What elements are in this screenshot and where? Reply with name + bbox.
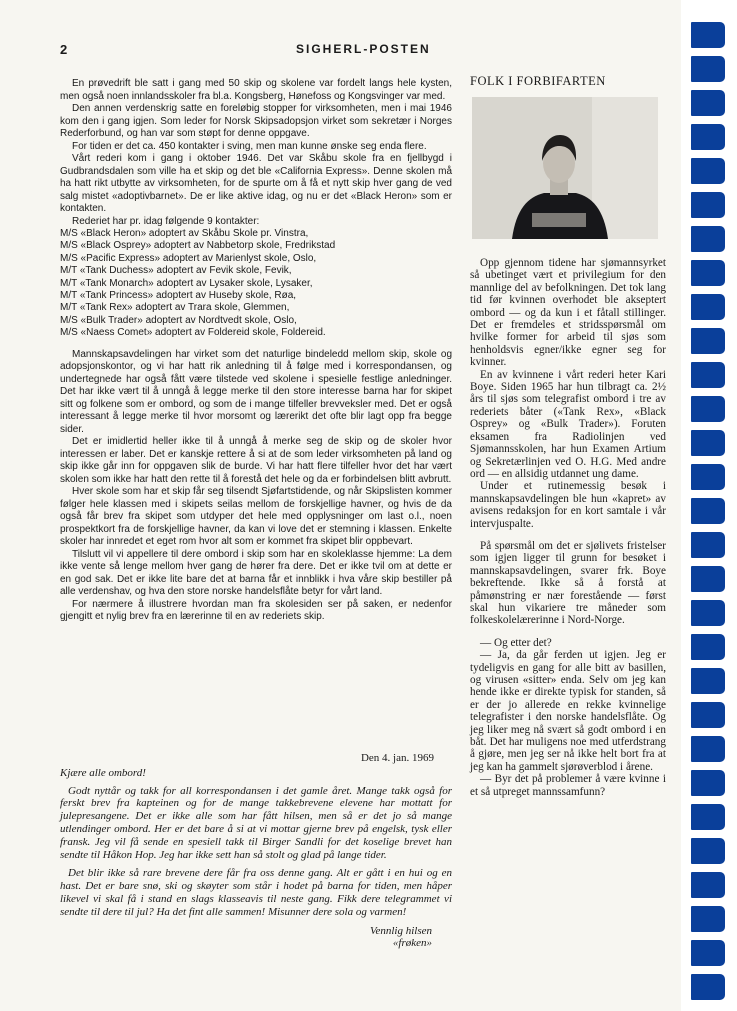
binding-ring xyxy=(691,124,725,150)
masthead: SIGHERL-POSTEN xyxy=(296,42,431,56)
binding-ring xyxy=(691,90,725,116)
binding-ring xyxy=(691,328,725,354)
binding-ring xyxy=(691,906,725,932)
interview-paragraph: Under et rutinemessig besøk i mannskapsavdelingen ble hun «kapret» av avisens redaksjon for en kort samtale i vår intervjuspalte. xyxy=(470,480,666,530)
binding-ring xyxy=(691,600,725,626)
binding-ring xyxy=(691,872,725,898)
ship-list-item: M/T «Tank Princess» adoptert av Huseby skole, Røa, xyxy=(60,290,297,302)
ship-list-item: M/S «Naess Comet» adoptert av Foldereid skole, Foldereid. xyxy=(60,327,326,339)
body-paragraph: Mannskapsavdelingen har virket som det naturlige bindeledd mellom skip, skole og adopsjonskontor, og vi har hatt rik anledning til å følge med i korrespondansen, og undertegnede har også fått være tilstede ved skolene i spesielle festlige anledninger. Det har ikke vært til å unngå å legge merke til den store interesse barna har for skipet sitt og folkene som er ombord, og som de i mange tilfeller brevveksler med. Det er også interessant å legge merke til hvor morsomt og lærerikt det ofte blir lagt opp fra begge sider. xyxy=(60,348,452,435)
intro-paragraph: En prøvedrift ble satt i gang med 50 skip og skolene var fordelt langs hele kysten, men også noen innlandsskoler fra bl.a. Kongsberg, Hønefoss og Kongsvinger var med. xyxy=(60,78,452,102)
ship-list-item: M/S «Black Osprey» adoptert av Nabbetorp skole, Fredrikstad xyxy=(60,240,336,252)
binding-ring xyxy=(691,702,725,728)
interview-paragraph: Opp gjennom tidene har sjømannsyrket så ubetinget vært et privilegium for den mannlige del av befolkningen. Det tok lang tid før kvinnen overhodet ble akseptert ombord — og da kun i et fåtall stillinger. Det er fremdeles et stridsspørsmål om hvilke former for arbeid til sjøs som henholdsvis egner/ikke egner seg for kvinner. xyxy=(470,257,666,369)
intro-paragraph: For tiden er det ca. 450 kontakter i sving, men man kunne ønske seg enda flere. xyxy=(72,140,427,152)
body-paragraph: For nærmere å illustrere hvordan man fra skolesiden ser på saken, er nedenfor gjengitt et nylig brev fra en lærerinne til en av rederiets skip. xyxy=(60,598,452,623)
binding-ring xyxy=(691,294,725,320)
binding-ring xyxy=(691,634,725,660)
binding-ring xyxy=(691,158,725,184)
binding-ring xyxy=(691,668,725,694)
letter-salutation: Kjære alle ombord! xyxy=(60,766,146,779)
binding-ring xyxy=(691,464,725,490)
right-column xyxy=(470,74,666,798)
binding-ring xyxy=(691,56,725,82)
intro-paragraph: Rederiet har pr. idag følgende 9 kontakter: xyxy=(72,215,260,227)
letter-date: Den 4. jan. 1969 xyxy=(360,752,434,764)
letter-signature: «frøken» xyxy=(392,937,432,950)
ship-list-item: M/T «Tank Monarch» adoptert av Lysaker skole, Lysaker, xyxy=(60,277,313,289)
binding-ring xyxy=(691,838,725,864)
binding-ring xyxy=(691,226,725,252)
ship-list-item: M/S «Pacific Express» adoptert av Marienlyst skole, Oslo, xyxy=(60,252,317,264)
ship-list-item: M/T «Tank Rex» adoptert av Trara skole, Glemmen, xyxy=(60,302,290,314)
spiral-binding xyxy=(681,0,737,1011)
interview-paragraph: — Ja, da går ferden ut igjen. Jeg er tydeligvis en gang for alle bitt av basillen, og virusen «sitter» enda. Selv om jeg kan hende ikke er direkte typisk for standen, så er der jo allerede en rekke kvinnelige telegrafister i den norske handelsflåte. Og jeg liker meg nå svært så godt ombord i en båt. Det har muligens noe med utferdstrang å gjøre, men jeg ser nå ikke helt bort fra at jeg kan ha gammelt sjørøverblod i årene. xyxy=(470,649,666,773)
body-paragraph: Hver skole som har et skip får seg tilsendt Sjøfartstidende, og når Skipslisten kommer følger hele klassen med i skipets seilas mellom de forskjellige havner, og hvis de da også får brev fra skipet som utdyper det hele med opplysninger om last o.l., noen prospektkort fra de forskjellige havner, da kan vi love det er stemning i klassen. Enkelte skoler har innredet et eget rom hvor alt som er kommet fra skipet blir oppbevart. xyxy=(60,486,452,548)
ship-list-item: M/S «Bulk Trader» adoptert av Nordtvedt skole, Oslo, xyxy=(60,314,297,326)
binding-ring xyxy=(691,566,725,592)
binding-ring xyxy=(691,430,725,456)
interview-text xyxy=(470,257,666,798)
binding-ring xyxy=(691,396,725,422)
binding-ring xyxy=(691,804,725,830)
page-number: 2 xyxy=(60,42,68,57)
binding-ring xyxy=(691,940,725,966)
binding-ring xyxy=(691,260,725,286)
letter-closing: Vennlig hilsen xyxy=(369,924,432,937)
letter-paragraph: Godt nyttår og takk for all korrespondansen i det gamle året. Mange takk også for ferskt brev fra kapteinen og for de mange takkebrevene elevene har mottatt for julepresangene. Det er ikke alle som har fått hilsen, men så er det jo så mange utlendinger ombord. Her er det bare å si at vi mottar gjerne brev på engelsk, tysk eller fransk. Jeg vil få sende en spesiell takk til Birger Sandli for det koselige brevet han sendte til Håkon Hop. Jeg har ikke sett han så stolt og glad på lange tider. xyxy=(60,784,452,861)
binding-ring xyxy=(691,770,725,796)
ship-list-item: M/T «Tank Duchess» adoptert av Fevik skole, Fevik, xyxy=(60,265,292,277)
interview-paragraph: — Og etter det? xyxy=(480,636,552,649)
letter-paragraph: Det blir ikke så rare brevene dere får fra oss denne gang. Alt er gått i en hui og en hast. Det er bare snø, ski og skøyter som står i hodet på barna for tiden, men håper likevel vi skal få i stand en slags klasseavis til neste gang. Fikk dere telegrammet vi sendte til dere til jul? Ha det fint alle sammen! Misunner dere sola og varmen! xyxy=(60,867,452,918)
portrait-photo xyxy=(472,97,658,239)
interview-paragraph: — Byr det på problemer å være kvinne i et så utpreget mannssamfunn? xyxy=(470,773,666,798)
body-paragraph: Det er imidlertid heller ikke til å unngå å merke seg de skip og de skoler hvor interessen er laber. Det er kanskje rettere å si at de som leder virksomheten på land og skip ikke går inn for oppgaven slik de burde. Vi har hatt flere tilfeller hvor det har vært skolen som ikke har hatt den rette til å forestå det hele og da er forbindelsen blitt avbrutt. xyxy=(60,436,452,485)
interview-paragraph: På spørsmål om det er sjølivets fristelser som igjen ligger til grunn for besøket i mannskapsavdelingen, svarer frk. Boye bekreftende. Ikke så å forstå at påmønstring er nær forestående — først skal hun vikariere tre måneder som folkeskolelærerinne i Nord-Norge. xyxy=(470,539,666,627)
binding-ring xyxy=(691,974,725,1000)
portrait-photo-image xyxy=(472,97,658,239)
intro-paragraph: Vårt rederi kom i gang i oktober 1946. Det var Skåbu skole fra en fjellbygd i Gudbrandsdalen som ville ha et skip og det ble «California Express». Denne skolen må ha hatt rikt utbytte av virksomheten, for de spurte om å få et nytt skip hver gang de ved salg mistet «adoptivbarnet». De er like aktive idag, og nu er det «Black Heron» som er kontakten. xyxy=(60,153,452,214)
ship-list xyxy=(60,228,452,340)
binding-ring xyxy=(691,532,725,558)
left-column xyxy=(60,78,452,624)
column-title: FOLK I FORBIFARTEN xyxy=(470,74,606,88)
binding-ring xyxy=(691,22,725,48)
interview-paragraph: En av kvinnene i vårt rederi heter Kari Boye. Siden 1965 har hun tilbragt ca. 2½ års til sjøs som telegrafist ombord i tre av rederiets båter («Tank Rex», «Black Osprey» og «Bulk Trader»). Foruten eksamen fra Radiolinjen ved Sjømannsskolen, har hun Examen Artium og Sekretærlinjen ved O. H.G. Med andre ord — en allsidig utdannet ung dame. xyxy=(470,368,666,480)
intro-paragraph: Den annen verdenskrig satte en foreløbig stopper for virksomheten, men i mai 1946 kom den i gang igjen. Som leder for Norsk Skipsadopsjon virket som sekretær i Norges Rederforbund, og han var som støpt for denne oppgave. xyxy=(60,103,452,139)
binding-ring xyxy=(691,192,725,218)
binding-ring xyxy=(691,362,725,388)
body-paragraph: Tilslutt vil vi appellere til dere ombord i skip som har en skoleklasse hjemme: La dem ikke vente så lenge mellom hver gang de hører fra dere. Det er ikke tvil om at dette er en god sak. Det er ikke lite bare det at barna får et innblikk i hva våre skip bestiller på alle verdenshav, og hva den store norske handelsflåte betyr for vårt land. xyxy=(60,548,452,598)
ship-list-item: M/S «Black Heron» adoptert av Skåbu Skole pr. Vinstra, xyxy=(60,228,309,239)
binding-ring xyxy=(691,736,725,762)
teacher-letter xyxy=(60,752,452,950)
binding-ring xyxy=(691,498,725,524)
